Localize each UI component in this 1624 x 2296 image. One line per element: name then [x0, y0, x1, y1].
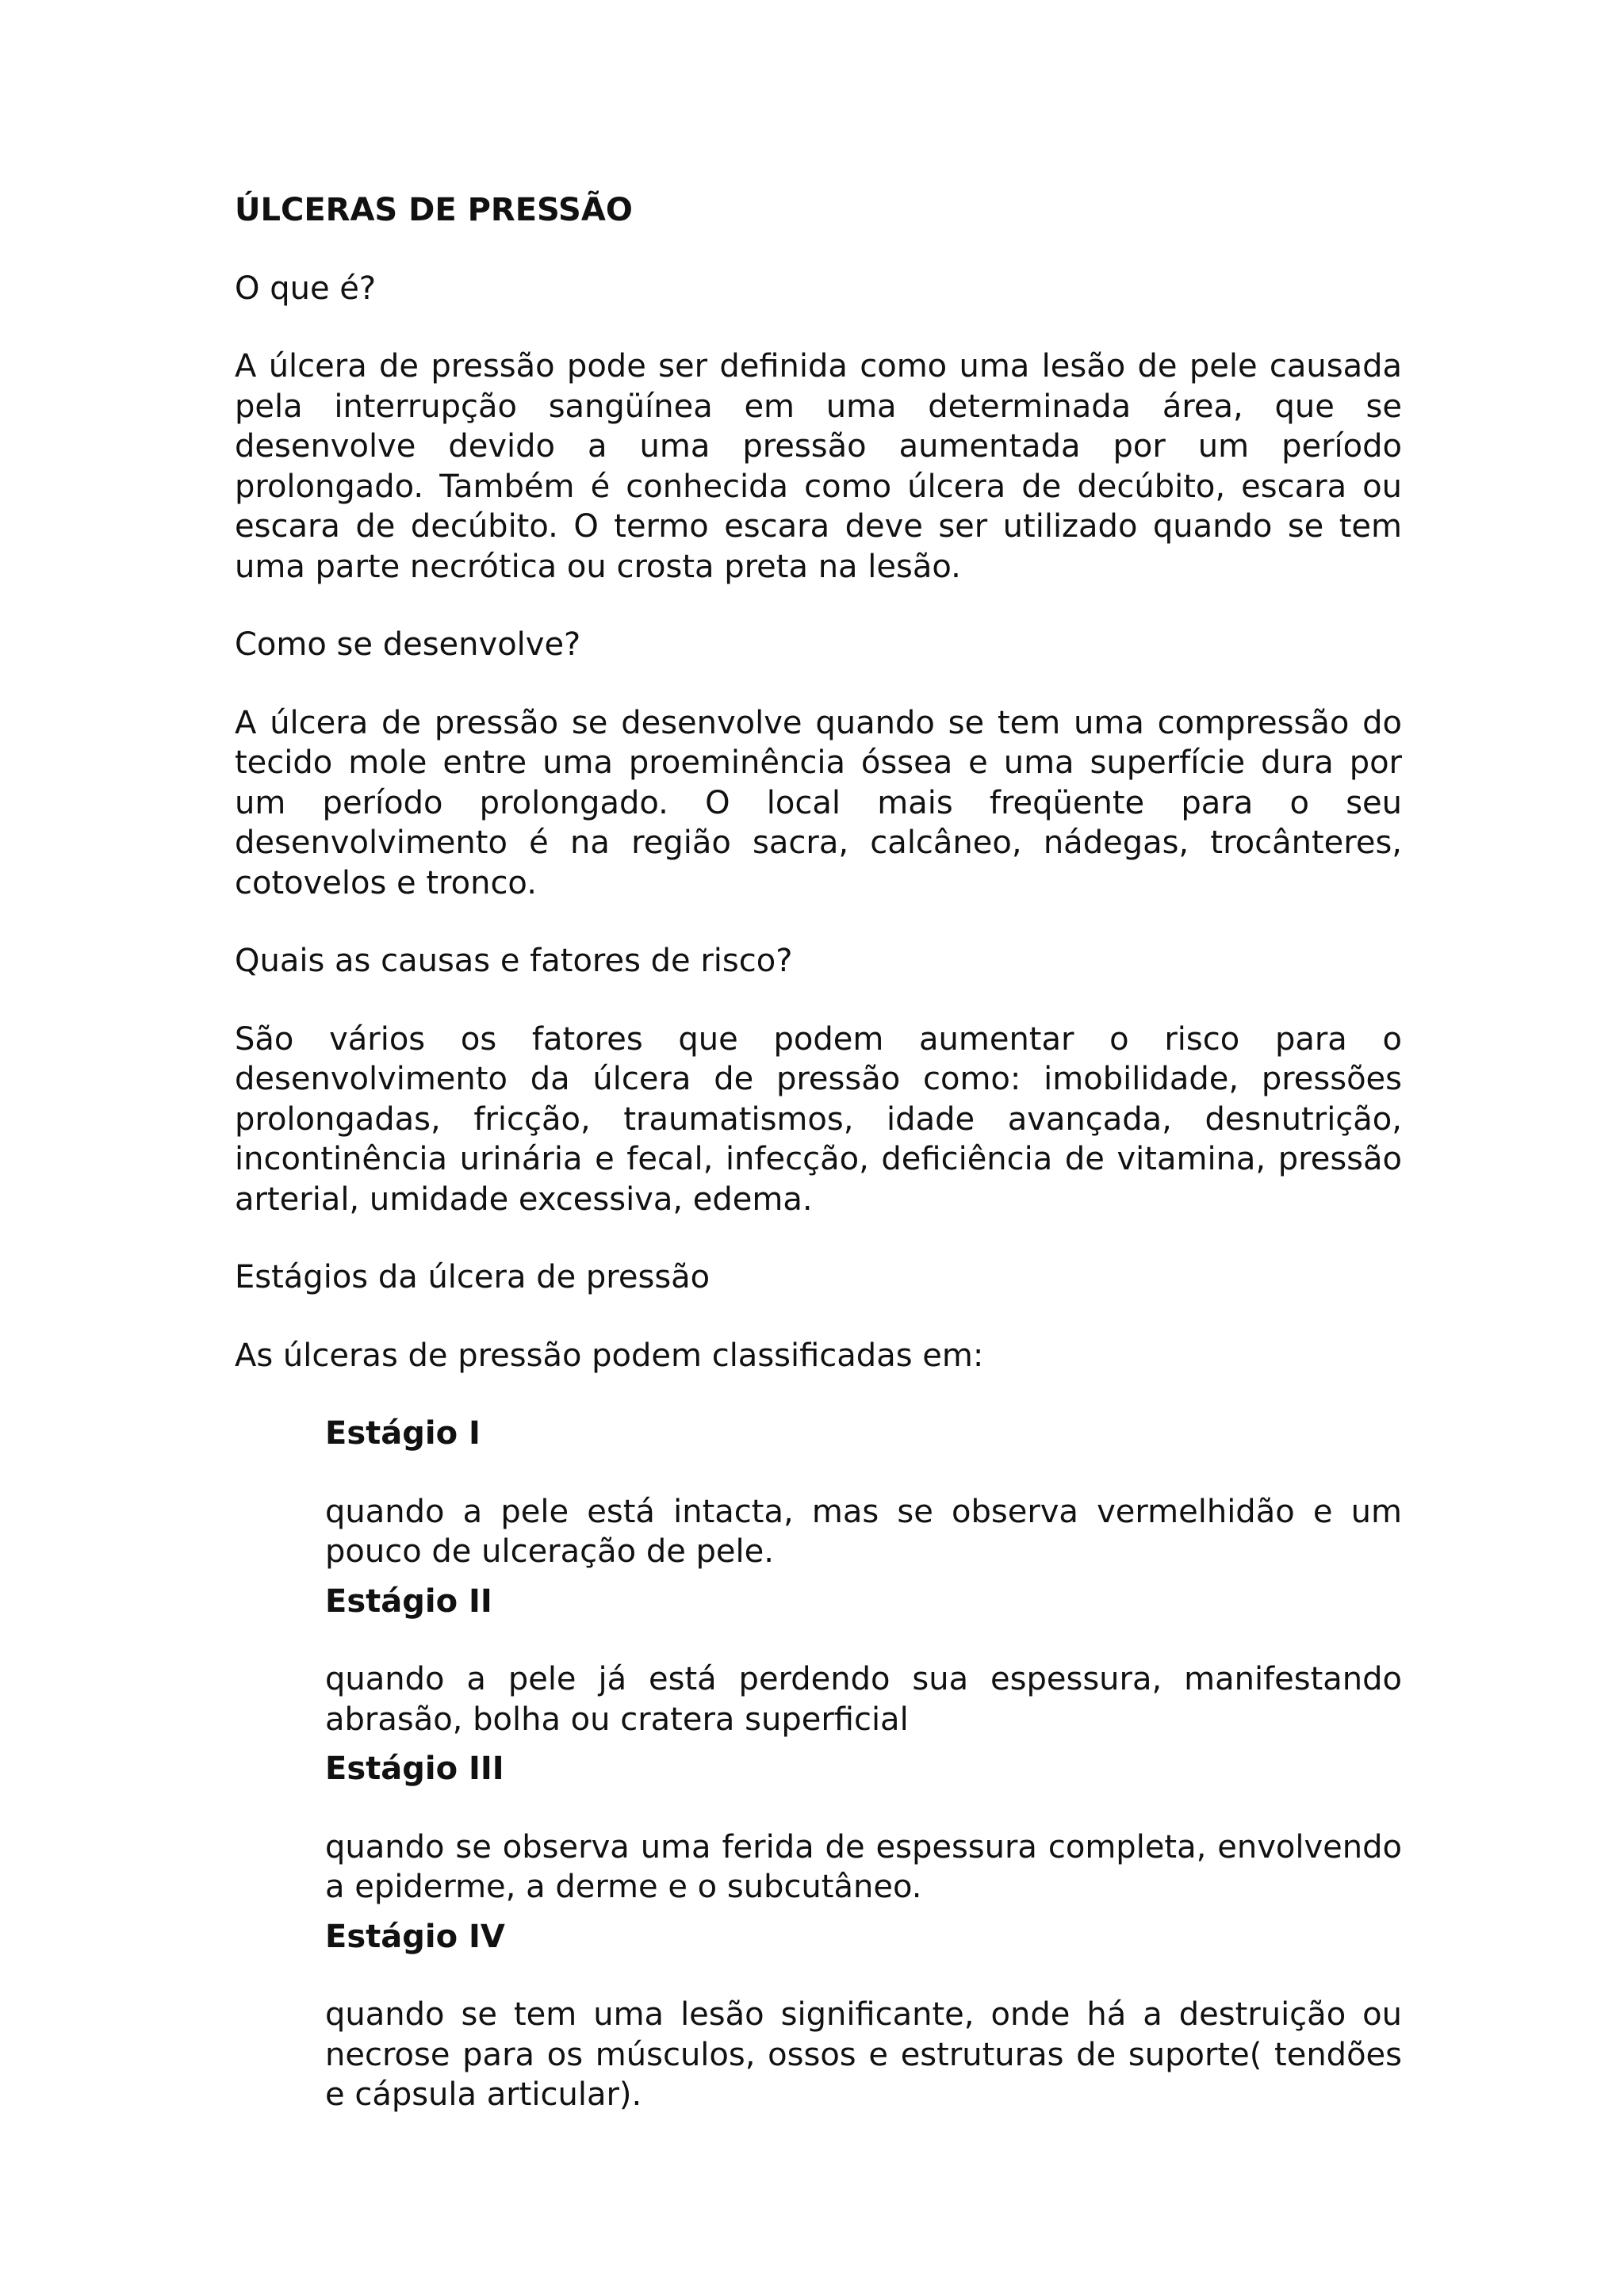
section-question-stages: Estágios da úlcera de pressão	[235, 1259, 710, 1295]
stage-title-1: Estágio I	[325, 1415, 481, 1452]
stages-list	[325, 1414, 1402, 2115]
section-question-risk-factors: Quais as causas e fatores de risco?	[235, 943, 793, 979]
document-page	[235, 190, 1402, 2115]
stage-title-3: Estágio III	[325, 1751, 504, 1787]
section-answer-stages: As úlceras de pressão podem classificadas em:	[235, 1337, 984, 1374]
stage-description-2: quando a pele já está perdendo sua espessura, manifestando abrasão, bolha ou cratera superficial	[325, 1661, 1402, 1738]
stage-description-1: quando a pele está intacta, mas se observa vermelhidão e um pouco de ulceração de pele.	[325, 1493, 1402, 1570]
stage-description-4: quando se tem uma lesão significante, onde há a destruição ou necrose para os músculos, ossos e estruturas de suporte( tendões e cápsula articular).	[325, 1996, 1402, 2113]
section-answer-how-develops: A úlcera de pressão se desenvolve quando se tem uma compressão do tecido mole entre uma proeminência óssea e uma superfície dura por um período prolongado. O local mais freqüente para o seu desenvolvimento é na região sacra, calcâneo, nádegas, trocânteres, cotovelos e tronco.	[235, 704, 1402, 901]
stage-title-2: Estágio II	[325, 1582, 492, 1620]
section-answer-risk-factors: São vários os fatores que podem aumentar o risco para o desenvolvimento da úlcera de pressão como: imobilidade, pressões prolongadas, fricção, traumatismos, idade avançada, desnutrição, incontinência urinária e fecal, infecção, deficiência de vitamina, pressão arterial, umidade excessiva, edema.	[235, 1020, 1402, 1218]
stage-description-3: quando se observa uma ferida de espessura completa, envolvendo a epiderme, a derme e o subcutâneo.	[325, 1828, 1402, 1905]
document-title: ÚLCERAS DE PRESSÃO	[235, 192, 633, 228]
section-answer-what-is: A úlcera de pressão pode ser definida como uma lesão de pele causada pela interrupção sangüínea em uma determinada área, que se desenvolve devido a uma pressão aumentada por um período prolongado. Também é conhecida como úlcera de decúbito, escara ou escara de decúbito. O termo escara deve ser utilizado quando se tem uma parte necrótica ou crosta preta na lesão.	[235, 348, 1402, 585]
section-question-what-is: O que é?	[235, 270, 377, 307]
stage-title-4: Estágio IV	[325, 1918, 505, 1955]
section-question-how-develops: Como se desenvolve?	[235, 626, 581, 663]
